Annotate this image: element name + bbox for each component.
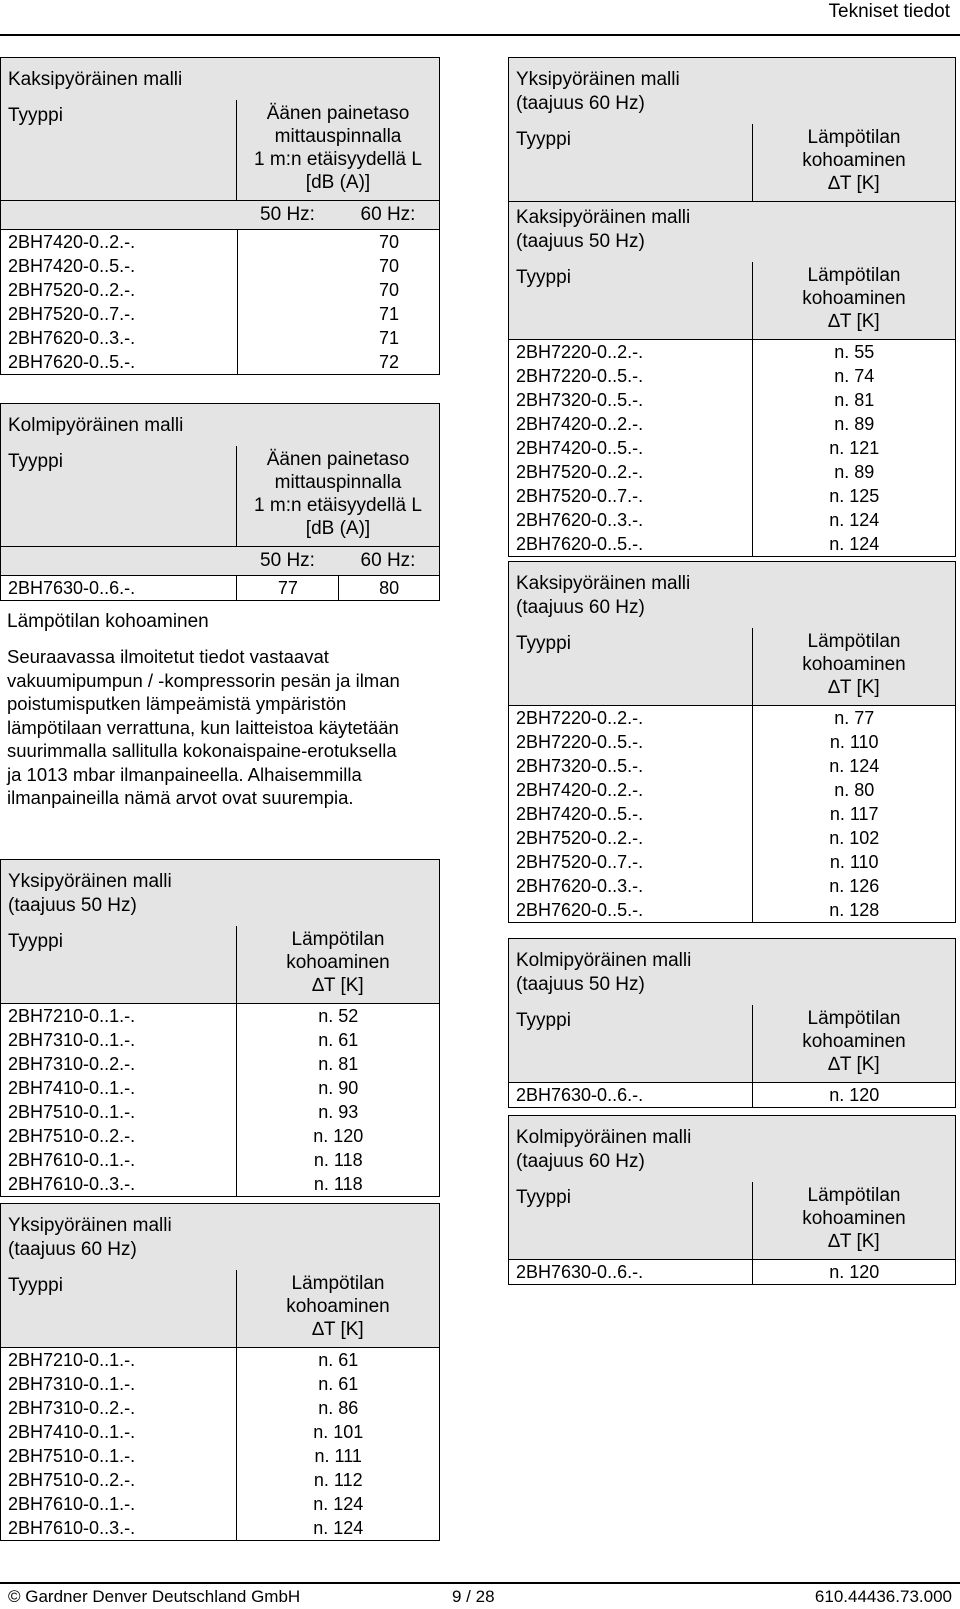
table-title-line: Kaksipyöräinen malli	[516, 573, 691, 594]
table-title-line: (taajuus 50 Hz)	[516, 974, 645, 995]
table-title-line: Kolmipyöräinen malli	[516, 1127, 692, 1148]
row-type: 2BH7220-0..2.-.	[509, 340, 753, 364]
table-row	[1, 576, 439, 600]
row-type: 2BH7420-0..5.-.	[509, 802, 753, 826]
col-header-line: ∆T [K]	[828, 311, 880, 332]
row-value: n. 121	[829, 438, 880, 458]
noise-table-body	[1, 576, 439, 600]
table-row	[509, 436, 955, 460]
col-header-type: Tyyppi	[8, 1275, 63, 1296]
table-row	[1, 1052, 439, 1076]
row-type: 2BH7210-0..1.-.	[1, 1004, 237, 1028]
col-header-line: mittauspinnalla	[274, 126, 402, 147]
col-header-type: Tyyppi	[516, 633, 571, 654]
table-row	[509, 1260, 955, 1284]
table-row	[509, 706, 955, 730]
row-value-60: 70	[378, 232, 400, 252]
row-type: 2BH7520-0..2.-.	[1, 278, 238, 302]
row-value-50	[238, 302, 339, 326]
col-header-type: Tyyppi	[516, 267, 571, 288]
table-row	[509, 802, 955, 826]
row-type: 2BH7510-0..1.-.	[1, 1444, 237, 1468]
table-row	[1, 1100, 439, 1124]
hz50-label: 50 Hz:	[260, 204, 315, 225]
table-row	[509, 826, 955, 850]
noise-table-three-stage	[0, 403, 440, 601]
row-value-60: 72	[378, 352, 400, 372]
row-type: 2BH7630-0..6.-.	[509, 1260, 753, 1284]
table-row	[1, 254, 439, 278]
table-row	[509, 754, 955, 778]
row-value-50	[238, 230, 339, 254]
col-header-temperature-rise	[236, 1270, 439, 1347]
col-header-line: ∆T [K]	[312, 975, 364, 996]
hz60-label: 60 Hz:	[360, 550, 416, 571]
table-row	[509, 484, 955, 508]
col-header-line: Lämpötilan	[807, 127, 901, 148]
table-row	[509, 730, 955, 754]
col-header-line: kohoaminen	[802, 1031, 906, 1052]
table-title-line: (taajuus 60 Hz)	[516, 1151, 645, 1172]
table-title	[1, 860, 439, 918]
row-value: n. 74	[834, 366, 875, 386]
table-title-line: (taajuus 60 Hz)	[516, 597, 645, 618]
row-value: n. 110	[829, 852, 879, 872]
noise-table-body	[1, 230, 439, 374]
temp-table-triple-50	[508, 938, 956, 1108]
row-type: 2BH7320-0..5.-.	[509, 754, 753, 778]
row-type: 2BH7420-0..5.-.	[509, 436, 753, 460]
col-header-type: Tyyppi	[8, 105, 63, 126]
table-title	[509, 1116, 955, 1174]
temp-table-header	[1, 1204, 439, 1348]
temp-table-header	[509, 939, 955, 1083]
table-row	[1, 230, 439, 254]
col-header-line: ∆T [K]	[828, 173, 880, 194]
table-row	[1, 1076, 439, 1100]
temp-table-body	[509, 1260, 955, 1284]
row-type: 2BH7620-0..3.-.	[509, 508, 753, 532]
col-header-line: ∆T [K]	[828, 677, 880, 698]
row-type: 2BH7610-0..3.-.	[1, 1172, 237, 1196]
row-type: 2BH7320-0..5.-.	[509, 388, 753, 412]
row-value: n. 89	[834, 462, 875, 482]
table-row	[509, 340, 955, 364]
row-value: n. 61	[318, 1374, 359, 1394]
table-row	[1, 1468, 439, 1492]
row-type: 2BH7220-0..5.-.	[509, 730, 753, 754]
table-title	[1, 1204, 439, 1262]
row-value: n. 81	[318, 1054, 359, 1074]
row-value: n. 77	[834, 708, 875, 728]
row-value: n. 81	[834, 390, 875, 410]
header-rule	[0, 34, 960, 36]
col-header-temperature-rise	[752, 262, 955, 339]
row-type: 2BH7220-0..5.-.	[509, 364, 753, 388]
row-value-60: 70	[378, 256, 400, 276]
col-header-line: mittauspinnalla	[274, 472, 402, 493]
row-type: 2BH7630-0..6.-.	[1, 576, 237, 600]
row-value: n. 120	[829, 1262, 880, 1282]
table-row	[509, 1083, 955, 1107]
table-title-line: Yksipyöräinen malli	[8, 1215, 172, 1236]
row-type: 2BH7220-0..2.-.	[509, 706, 753, 730]
row-value: n. 89	[834, 414, 875, 434]
row-value: n. 61	[318, 1030, 359, 1050]
col-header-line: ∆T [K]	[828, 1231, 880, 1252]
row-type: 2BH7620-0..5.-.	[1, 350, 238, 374]
row-value: n. 111	[314, 1446, 362, 1466]
table-row	[1, 1172, 439, 1196]
col-header-line: [dB (A)]	[305, 172, 371, 193]
temp-table-body	[1, 1004, 439, 1196]
row-value: n. 118	[313, 1174, 363, 1194]
footer-doc-number: 610.44436.73.000	[814, 1587, 952, 1606]
col-header-line: kohoaminen	[802, 654, 906, 675]
row-type: 2BH7620-0..5.-.	[509, 898, 753, 922]
temp-table-body	[509, 1083, 955, 1107]
temp-table-single-50	[0, 859, 440, 1197]
table-title-line: (taajuus 60 Hz)	[516, 93, 645, 114]
row-type: 2BH7420-0..2.-.	[1, 230, 238, 254]
table-row	[1, 1516, 439, 1540]
row-value: n. 86	[318, 1398, 359, 1418]
table-row	[1, 1124, 439, 1148]
row-value: n. 120	[829, 1085, 880, 1105]
col-header-line: Lämpötilan	[807, 1185, 901, 1206]
col-header-type: Tyyppi	[516, 129, 571, 150]
table-row	[509, 460, 955, 484]
table-title	[509, 562, 955, 620]
temp-table-header	[509, 202, 955, 340]
row-value: n. 125	[829, 486, 880, 506]
row-type: 2BH7310-0..2.-.	[1, 1396, 237, 1420]
col-header-line: kohoaminen	[802, 288, 906, 309]
table-row	[1, 1420, 439, 1444]
row-value-60: 70	[378, 280, 400, 300]
col-header-line: ∆T [K]	[312, 1319, 364, 1340]
table-title-line: (taajuus 50 Hz)	[8, 895, 137, 916]
table-row	[1, 350, 439, 374]
table-row	[509, 898, 955, 922]
col-header-line: Lämpötilan	[807, 265, 901, 286]
row-value: n. 124	[313, 1494, 364, 1514]
hz60-label: 60 Hz:	[360, 204, 416, 225]
table-row	[1, 278, 439, 302]
table-title-line: Yksipyöräinen malli	[8, 871, 172, 892]
table-row	[1, 326, 439, 350]
table-row	[1, 302, 439, 326]
col-header-line: Lämpötilan	[807, 1008, 901, 1029]
noise-table-header	[1, 58, 439, 230]
row-type: 2BH7610-0..1.-.	[1, 1148, 237, 1172]
noise-table-header	[1, 404, 439, 576]
row-value: n. 124	[829, 510, 880, 530]
temp-table-body	[1, 1348, 439, 1540]
col-header-type: Tyyppi	[8, 931, 63, 952]
temp-table-double-60	[508, 561, 956, 923]
col-header-type: Tyyppi	[8, 451, 63, 472]
col-header-line: 1 m:n etäisyydellä L	[254, 495, 422, 516]
row-value-50	[238, 350, 339, 374]
table-title: Kolmipyöräinen malli	[8, 415, 184, 436]
col-header-line: kohoaminen	[286, 952, 390, 973]
temp-table-triple-60	[508, 1115, 956, 1285]
row-type: 2BH7410-0..1.-.	[1, 1076, 237, 1100]
row-value: n. 110	[829, 732, 879, 752]
row-value: n. 124	[829, 534, 880, 554]
row-type: 2BH7620-0..3.-.	[1, 326, 238, 350]
row-type: 2BH7520-0..2.-.	[509, 826, 753, 850]
row-type: 2BH7420-0..2.-.	[509, 778, 753, 802]
table-row	[1, 1396, 439, 1420]
row-type: 2BH7310-0..1.-.	[1, 1028, 237, 1052]
table-row	[1, 1028, 439, 1052]
col-header-line: Lämpötilan	[291, 1273, 385, 1294]
row-value-50	[238, 278, 339, 302]
row-value: n. 61	[318, 1350, 359, 1370]
row-value-50	[238, 326, 339, 350]
row-value: n. 118	[313, 1150, 363, 1170]
col-header-line: Lämpötilan	[291, 929, 385, 950]
row-value-50	[238, 254, 339, 278]
footer-rule	[0, 1582, 960, 1584]
table-row	[1, 1148, 439, 1172]
table-row	[509, 874, 955, 898]
row-value: n. 102	[829, 828, 880, 848]
row-type: 2BH7510-0..1.-.	[1, 1100, 237, 1124]
row-value-60: 71	[378, 304, 400, 324]
row-value: n. 112	[313, 1470, 363, 1490]
temp-table-body	[509, 340, 955, 556]
noise-table-two-stage	[0, 57, 440, 375]
row-type: 2BH7630-0..6.-.	[509, 1083, 753, 1107]
col-header-sound-pressure	[236, 446, 439, 546]
temp-table-header	[1, 860, 439, 1004]
table-row	[509, 508, 955, 532]
page-header-title: Tekniset tiedot	[828, 1, 950, 22]
col-header-line: ∆T [K]	[828, 1054, 880, 1075]
row-value: n. 124	[313, 1518, 364, 1538]
col-header-type: Tyyppi	[516, 1010, 571, 1031]
col-header-line: kohoaminen	[802, 1208, 906, 1229]
row-type: 2BH7520-0..7.-.	[1, 302, 238, 326]
temp-table-single-60	[0, 1203, 440, 1541]
col-header-line: Lämpötilan	[807, 631, 901, 652]
row-value: n. 117	[829, 804, 879, 824]
row-type: 2BH7510-0..2.-.	[1, 1124, 237, 1148]
row-value: n. 80	[834, 780, 875, 800]
hz50-label: 50 Hz:	[260, 550, 315, 571]
row-type: 2BH7620-0..3.-.	[509, 874, 753, 898]
row-type: 2BH7420-0..5.-.	[1, 254, 238, 278]
col-header-line: 1 m:n etäisyydellä L	[254, 149, 422, 170]
col-header-temperature-rise	[236, 926, 439, 1003]
col-header-temperature-rise	[752, 124, 955, 201]
table-title	[509, 939, 955, 997]
row-value-60: 71	[378, 328, 400, 348]
row-value: n. 124	[829, 756, 880, 776]
table-row	[1, 1348, 439, 1372]
temp-table-body	[509, 706, 955, 922]
row-type: 2BH7310-0..1.-.	[1, 1372, 237, 1396]
col-header-temperature-rise	[752, 1182, 955, 1259]
table-row	[1, 1004, 439, 1028]
temp-table-header	[509, 562, 955, 706]
row-value: n. 93	[318, 1102, 359, 1122]
table-title-line: (taajuus 50 Hz)	[516, 231, 645, 252]
col-header-temperature-rise	[752, 628, 955, 705]
col-header-line: Äänen painetaso	[266, 103, 410, 124]
temp-table-header	[509, 58, 955, 202]
section-heading-temperature-rise: Lämpötilan kohoaminen	[7, 611, 209, 632]
table-title-line: Yksipyöräinen malli	[516, 69, 680, 90]
row-value: n. 55	[834, 342, 875, 362]
table-title	[509, 202, 955, 254]
section-paragraph: Seuraavassa ilmoitetut tiedot vastaavat vakuumipumpun / -kompressorin pesän ja ilman poistumisputken lämpeämistä ympäristön lämpötilaan verrattuna, kun laitteistoa käytetään suurimmalla sallitulla kokonaispaine-erotuksella ja 1013 mbar ilmanpaineella. Alhaisemmilla ilmanpaineilla nämä arvot ovat suurempia.	[7, 646, 400, 808]
row-type: 2BH7610-0..1.-.	[1, 1492, 237, 1516]
row-type: 2BH7520-0..7.-.	[509, 850, 753, 874]
row-value-60: 80	[379, 578, 400, 598]
row-type: 2BH7210-0..1.-.	[1, 1348, 237, 1372]
row-type: 2BH7410-0..1.-.	[1, 1420, 237, 1444]
table-title: Kaksipyöräinen malli	[8, 69, 183, 90]
footer-page-number: 9 / 28	[452, 1587, 495, 1606]
table-row	[1, 1372, 439, 1396]
table-title-line: Kaksipyöräinen malli	[516, 207, 691, 228]
row-type: 2BH7510-0..2.-.	[1, 1468, 237, 1492]
col-header-line: kohoaminen	[286, 1296, 390, 1317]
col-header-line: [dB (A)]	[305, 518, 371, 539]
col-header-sound-pressure	[236, 100, 439, 200]
table-row	[509, 364, 955, 388]
row-value: n. 90	[318, 1078, 359, 1098]
row-type: 2BH7420-0..2.-.	[509, 412, 753, 436]
table-row	[509, 388, 955, 412]
row-value: n. 126	[829, 876, 880, 896]
col-header-temperature-rise	[752, 1005, 955, 1082]
row-type: 2BH7520-0..7.-.	[509, 484, 753, 508]
table-row	[1, 1492, 439, 1516]
footer-copyright: © Gardner Denver Deutschland GmbH	[8, 1587, 301, 1606]
table-title-line: (taajuus 60 Hz)	[8, 1239, 137, 1260]
row-value: n. 128	[829, 900, 880, 920]
col-header-type: Tyyppi	[516, 1187, 571, 1208]
table-title-line: Kolmipyöräinen malli	[516, 950, 692, 971]
row-type: 2BH7520-0..2.-.	[509, 460, 753, 484]
row-type: 2BH7620-0..5.-.	[509, 532, 753, 556]
col-header-line: kohoaminen	[802, 150, 906, 171]
row-value: n. 101	[313, 1422, 364, 1442]
table-row	[509, 412, 955, 436]
row-type: 2BH7310-0..2.-.	[1, 1052, 237, 1076]
temp-table-header	[509, 1116, 955, 1260]
table-title	[509, 58, 955, 116]
row-value: n. 52	[318, 1006, 359, 1026]
row-value-50: 77	[237, 576, 339, 600]
col-header-line: Äänen painetaso	[266, 449, 410, 470]
row-type: 2BH7610-0..3.-.	[1, 1516, 237, 1540]
table-row	[1, 1444, 439, 1468]
temp-table-single60-double50	[508, 57, 956, 557]
row-value: n. 120	[313, 1126, 364, 1146]
table-row	[509, 532, 955, 556]
table-row	[509, 850, 955, 874]
table-row	[509, 778, 955, 802]
